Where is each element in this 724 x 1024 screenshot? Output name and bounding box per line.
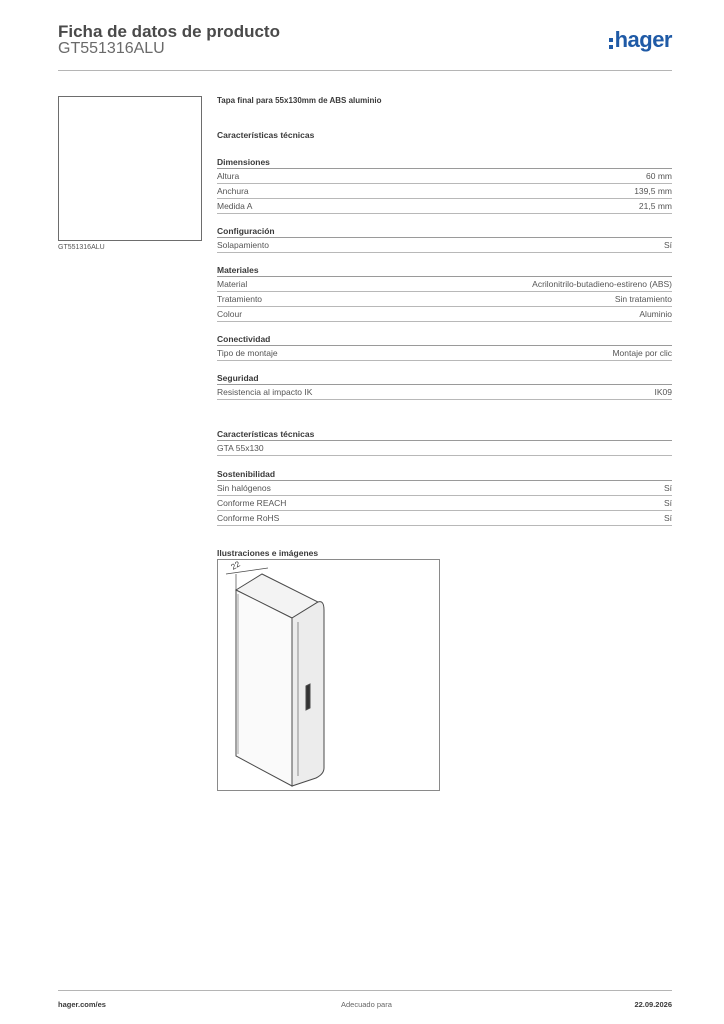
spec-value: Sí [663, 498, 672, 508]
spec-section [217, 428, 672, 456]
spec-section [217, 264, 672, 322]
spec-row [217, 512, 672, 526]
spec-sections [217, 156, 672, 400]
page-footer [58, 990, 672, 1011]
hager-logo [609, 25, 672, 53]
spec-row [217, 347, 672, 361]
spec-value: 60 mm [646, 171, 672, 181]
spec-label: Colour [217, 309, 243, 319]
spec-value: IK09 [654, 387, 672, 397]
product-thumbnail [58, 96, 202, 241]
spec-row [217, 308, 672, 322]
spec-row [217, 185, 672, 199]
spec-label: GTA 55x130 [217, 443, 264, 453]
spec-label: Tratamiento [217, 294, 263, 304]
spec-row [217, 239, 672, 253]
spec-row [217, 482, 672, 496]
end-cap-drawing [218, 560, 439, 790]
spec-label: Conforme RoHS [217, 513, 280, 523]
section-title: Conectividad [217, 333, 672, 346]
spec-section [217, 468, 672, 526]
spec-row [217, 293, 672, 307]
spec-label: Anchura [217, 186, 249, 196]
spec-value: Acrilonitrilo-butadieno-estireno (ABS) [532, 279, 672, 289]
spec-value: Sí [663, 513, 672, 523]
spec-label: Material [217, 279, 248, 289]
document-title: Ficha de datos de producto [58, 22, 280, 41]
product-code: GT551316ALU [58, 40, 165, 57]
spec-row [217, 278, 672, 292]
spec-value: Sí [663, 483, 672, 493]
thumbnail-caption: GT551316ALU [58, 244, 105, 251]
spec-row [217, 497, 672, 511]
section-title: Materiales [217, 264, 672, 277]
spec-section [217, 225, 672, 253]
spec-value: Montaje por clic [612, 348, 672, 358]
spec-label: Medida A [217, 201, 253, 211]
logo-text: hager [614, 27, 672, 52]
spec-section [217, 333, 672, 361]
product-description: Tapa final para 55x130mm de ABS aluminio [217, 96, 382, 105]
spec-label: Solapamiento [217, 240, 269, 250]
spec-section [217, 372, 672, 400]
spec-label: Tipo de montaje [217, 348, 278, 358]
dimension-label: 22 [229, 560, 242, 572]
illustration-box [217, 559, 440, 791]
website-link[interactable]: hager.com/es [58, 1000, 106, 1009]
spec-section [217, 156, 672, 214]
section-title: Características técnicas [217, 428, 672, 441]
logo-dots-icon [609, 38, 613, 49]
section-title: Sostenibilidad [217, 468, 672, 481]
spec-value: 139,5 mm [634, 186, 672, 196]
suitable-for: Adecuado para [341, 1000, 392, 1009]
spec-row [217, 200, 672, 214]
product-details [217, 96, 672, 558]
extra-sections [217, 428, 672, 526]
document-date: 22.09.2026 [634, 1000, 672, 1009]
page-header [58, 20, 672, 71]
spec-value: Aluminio [639, 309, 672, 319]
spec-value: 21,5 mm [638, 201, 672, 211]
spec-label: Resistencia al impacto IK [217, 387, 313, 397]
spec-label: Conforme REACH [217, 498, 287, 508]
spec-row [217, 386, 672, 400]
tech-heading: Características técnicas [217, 130, 315, 140]
spec-label: Altura [217, 171, 240, 181]
illustrations-title: Ilustraciones e imágenes [217, 548, 319, 558]
section-title: Dimensiones [217, 156, 672, 169]
spec-row [217, 170, 672, 184]
section-title: Seguridad [217, 372, 672, 385]
section-title: Configuración [217, 225, 672, 238]
spec-row [217, 442, 672, 456]
spec-label: Sin halógenos [217, 483, 271, 493]
spec-value: Sí [663, 240, 672, 250]
spec-value: Sin tratamiento [614, 294, 672, 304]
